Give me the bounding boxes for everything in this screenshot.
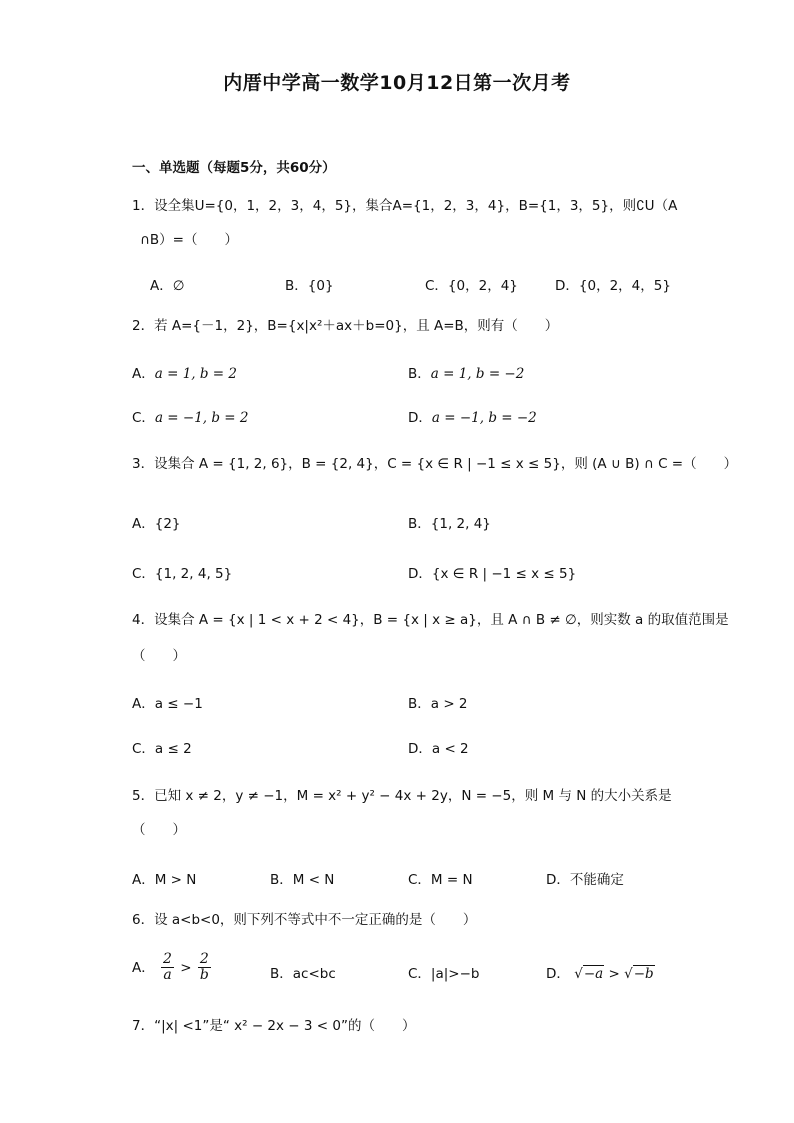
question-4-option-a: A．a ≤ −1 <box>132 696 203 712</box>
question-5-option-d: D．不能确定 <box>546 872 624 888</box>
question-1-option-b: B．{0} <box>285 278 334 294</box>
question-3-option-c: C．{1, 2, 4, 5} <box>132 566 233 582</box>
question-1-stem-cont: ∩B）=（ ） <box>140 232 238 248</box>
fraction: $\frac{2}{a}$ <box>163 951 172 984</box>
fraction: $\frac{2}{b}$ <box>199 951 209 984</box>
question-6-option-d <box>546 962 655 982</box>
question-4-option-c: C．a ≤ 2 <box>132 741 192 757</box>
question-2-option-a <box>132 362 237 382</box>
option-expression: a = 1, b = 2 <box>154 366 237 382</box>
question-2-option-b <box>408 362 524 382</box>
question-5-stem-cont: （ ） <box>132 822 186 838</box>
comparison-operator: > <box>180 959 192 976</box>
question-2-option-c <box>132 406 249 426</box>
question-4-stem-cont: （ ） <box>132 648 186 664</box>
question-4-option-d: D．a < 2 <box>408 741 469 757</box>
question-6-stem: 6．设 a<b<0，则下列不等式中不一定正确的是（ ） <box>132 912 477 928</box>
question-1-stem: 1．设全集U={0，1，2，3，4，5}，集合A={1，2，3，4}，B={1，3，5}，则∁U（A <box>132 198 678 214</box>
question-5-option-b: B．M < N <box>270 872 335 888</box>
question-6-option-a <box>132 952 213 984</box>
question-6-option-c: C．|a|>−b <box>408 966 480 982</box>
question-2-option-d <box>408 406 537 426</box>
exam-title: 内厝中学高一数学10月12日第一次月考 <box>223 72 571 94</box>
option-label: A． <box>132 959 155 976</box>
square-root: √−b <box>624 966 654 982</box>
option-expression: a = −1, b = 2 <box>154 410 249 426</box>
question-5-stem: 5．已知 x ≠ 2，y ≠ −1，M = x² + y² − 4x + 2y，N = −5，则 M 与 N 的大小关系是 <box>132 788 672 804</box>
section-heading: 一、单选题（每题5分，共60分） <box>132 160 336 176</box>
question-1-option-c: C．{0，2，4} <box>425 278 518 294</box>
option-label: A． <box>132 366 155 382</box>
question-2-stem: 2．若 A={－1，2}，B={x|x²＋ax＋b=0}，且 A=B，则有（ ） <box>132 318 559 334</box>
question-5-option-c: C．M = N <box>408 872 473 888</box>
square-root: √−a <box>574 966 604 982</box>
option-label: B． <box>408 366 431 382</box>
question-4-option-b: B．a > 2 <box>408 696 468 712</box>
option-label: C． <box>132 410 155 426</box>
question-5-option-a: A．M > N <box>132 872 197 888</box>
question-3-stem: 3．设集合 A = {1, 2, 6}，B = {2, 4}，C = {x ∈ R | −1 ≤ x ≤ 5}，则 (A ∪ B) ∩ C =（ ） <box>132 456 738 472</box>
option-label: D． <box>546 966 570 982</box>
question-6-option-b: B．ac<bc <box>270 966 336 982</box>
option-expression: a = −1, b = −2 <box>431 410 537 426</box>
option-expression: a = 1, b = −2 <box>430 366 525 382</box>
question-3-option-d: D．{x ∈ R | −1 ≤ x ≤ 5} <box>408 566 577 582</box>
question-1-option-a: A．∅ <box>150 278 185 294</box>
comparison-operator: > <box>608 966 620 982</box>
question-1-option-d: D．{0，2，4，5} <box>555 278 671 294</box>
question-7-stem: 7．“|x| <1”是“ x² − 2x − 3 < 0”的（ ） <box>132 1018 416 1034</box>
option-label: D． <box>408 410 432 426</box>
question-3-option-a: A．{2} <box>132 516 181 532</box>
question-3-option-b: B．{1, 2, 4} <box>408 516 491 532</box>
question-4-stem: 4．设集合 A = {x | 1 < x + 2 < 4}，B = {x | x ≥ a}，且 A ∩ B ≠ ∅，则实数 a 的取值范围是 <box>132 612 729 628</box>
